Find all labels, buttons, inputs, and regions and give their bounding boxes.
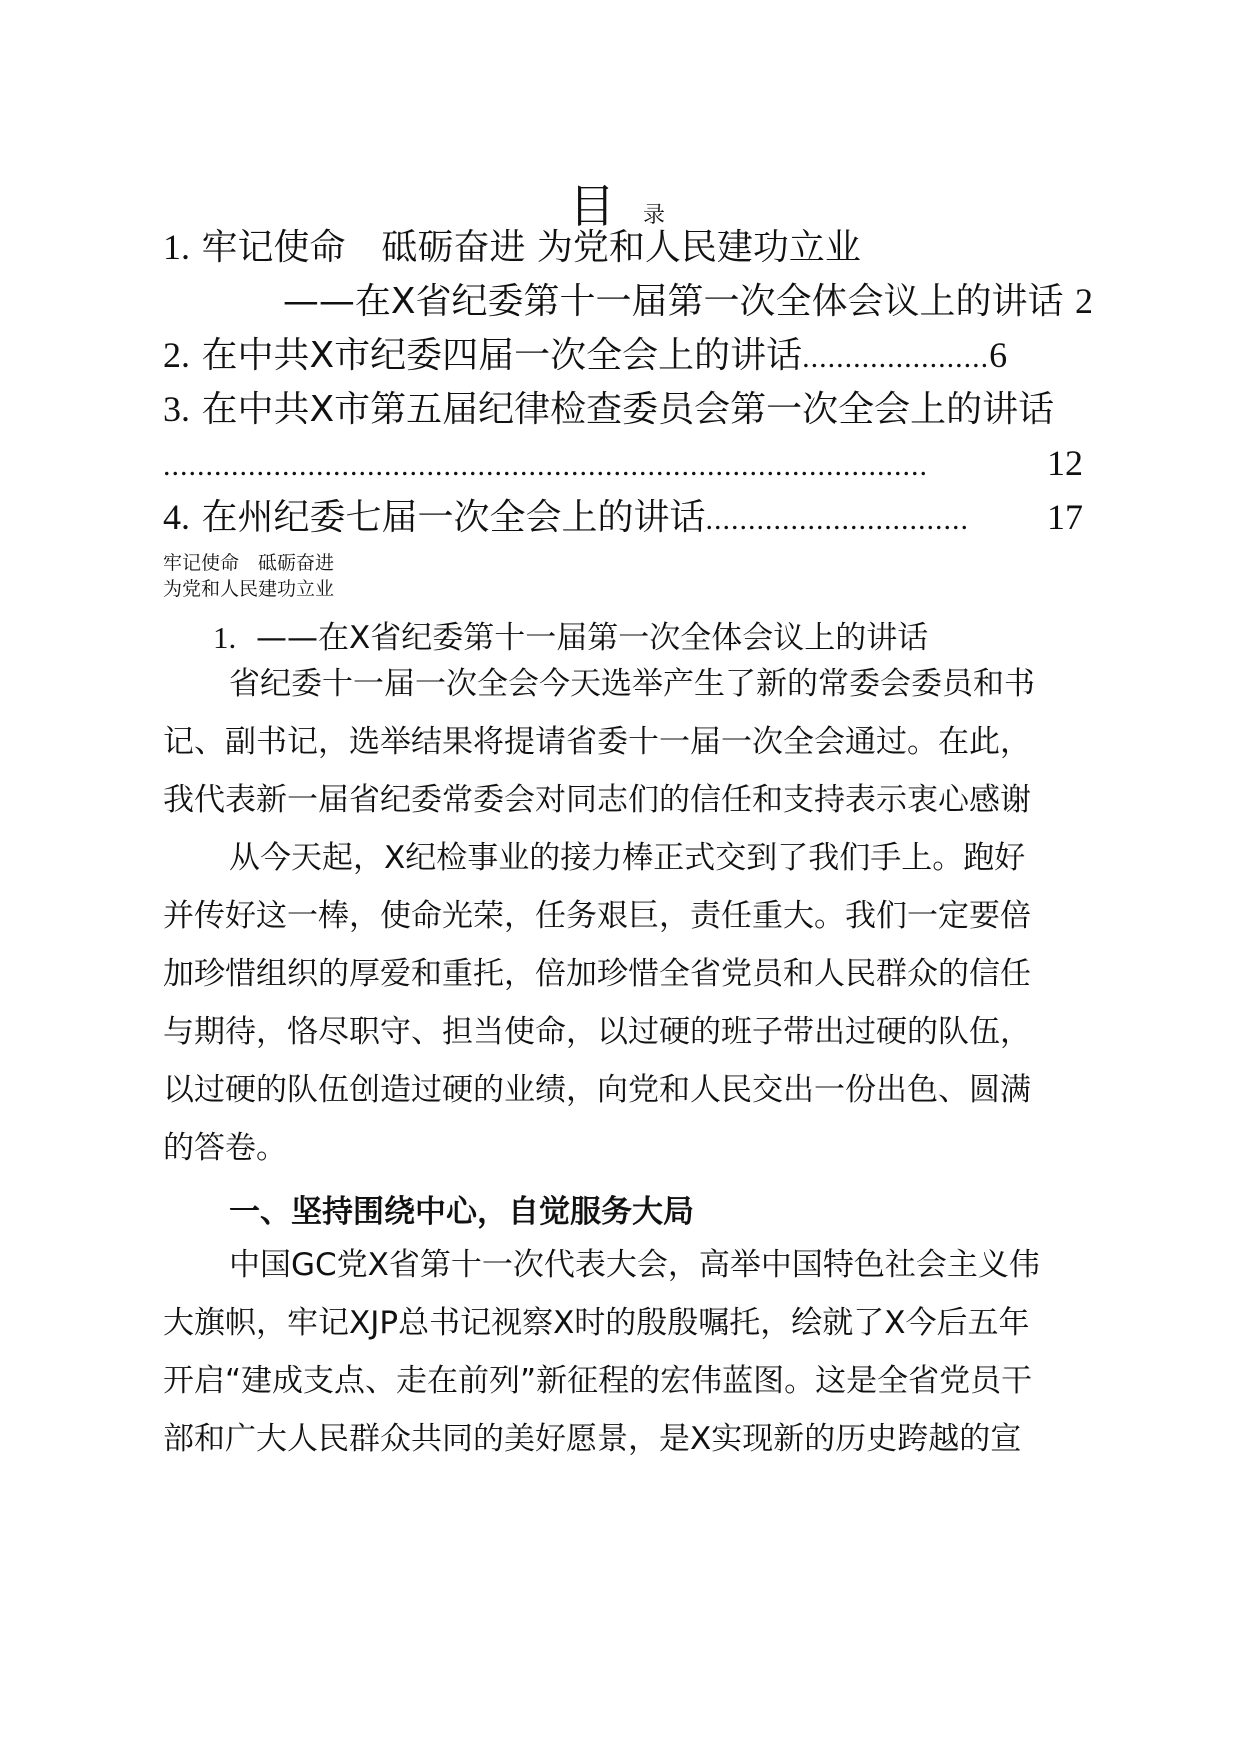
paragraph-line: 我代表新一届省纪委常委会对同志们的信任和支持表示衷心感谢: [163, 782, 1031, 818]
toc-entry-1-subtitle[interactable]: [163, 277, 1093, 326]
toc-entry-page: 12: [1047, 443, 1083, 483]
paragraph-line: 以过硬的队伍创造过硬的业绩，向党和人民交出一份出色、圆满: [163, 1072, 1031, 1108]
toc-entry-title: 在州纪委七届一次全会上的讲话: [201, 497, 706, 538]
paragraph-line: 大旗帜，牢记XJP总书记视察X时的殷殷嘱托，绘就了X今后五年: [163, 1305, 1030, 1341]
toc-entry-number: 3.: [163, 389, 190, 429]
toc-entry-title: 在中共X市纪委四届一次全会上的讲话: [201, 335, 803, 376]
article-subtitle: [213, 612, 928, 657]
paragraph-line: 的答卷。: [163, 1130, 287, 1166]
toc-entry-number: 1.: [163, 227, 190, 267]
article-title-line-2: 为党和人民建功立业: [163, 578, 335, 600]
paragraph-line: 从今天起，X纪检事业的接力棒正式交到了我们手上。跑好: [229, 840, 1026, 876]
toc-entry-page: 17: [1047, 497, 1083, 537]
toc-entry-4[interactable]: [163, 493, 1083, 544]
toc-title-suffix: 录: [642, 203, 665, 228]
toc-entry-subtitle: ——在X省纪委第十一届第一次全体会议上的讲话: [282, 281, 1064, 322]
toc-entry-page: 6: [989, 335, 1008, 375]
article-title-line-1: 牢记使命 砥砺奋进: [163, 552, 335, 574]
toc-title-main: 目: [568, 179, 615, 233]
toc-entry-1-title[interactable]: [163, 223, 1093, 272]
toc-entry-3-page-line[interactable]: [163, 439, 1083, 490]
toc-entry-2[interactable]: [163, 331, 1008, 382]
paragraph-line: 省纪委十一届一次全会今天选举产生了新的常委会委员和书: [229, 666, 1035, 702]
paragraph-line: 与期待，恪尽职守、担当使命，以过硬的班子带出过硬的队伍，: [163, 1014, 1031, 1050]
article-subtitle-number: 1.: [213, 620, 237, 655]
paragraph-line: 部和广大人民群众共同的美好愿景，是X实现新的历史跨越的宣: [163, 1421, 1022, 1457]
paragraph-line: 记、副书记，选举结果将提请省委十一届一次全会通过。在此，: [163, 724, 1031, 760]
paragraph-line: 中国GC党X省第十一次代表大会，高举中国特色社会主义伟: [229, 1247, 1040, 1283]
toc-entry-title: 在中共X市第五届纪律检查委员会第一次全会上的讲话: [201, 389, 1055, 430]
paragraph-line: 加珍惜组织的厚爱和重托，倍加珍惜全省党员和人民群众的信任: [163, 956, 1031, 992]
toc-leader-dots: ......................: [802, 341, 990, 374]
section-heading: 一、坚持围绕中心，自觉服务大局: [229, 1194, 694, 1230]
toc-leader-dots: ..........................................................................................: [163, 449, 928, 482]
paragraph-line: 开启“建成支点、走在前列”新征程的宏伟蓝图。这是全省党员干: [163, 1363, 1033, 1399]
toc-entry-3-title[interactable]: [163, 385, 1093, 434]
toc-entry-title: 牢记使命 砥砺奋进 为党和人民建功立业: [201, 227, 861, 268]
toc-entry-page: 2: [1075, 281, 1093, 321]
toc-leader-dots: ...............................: [705, 503, 969, 536]
toc-entry-number: 4.: [163, 497, 190, 537]
toc-entry-number: 2.: [163, 335, 190, 375]
article-subtitle-text: ——在X省纪委第十一届第一次全体会议上的讲话: [255, 620, 929, 656]
paragraph-line: 并传好这一棒，使命光荣，任务艰巨，责任重大。我们一定要倍: [163, 898, 1031, 934]
